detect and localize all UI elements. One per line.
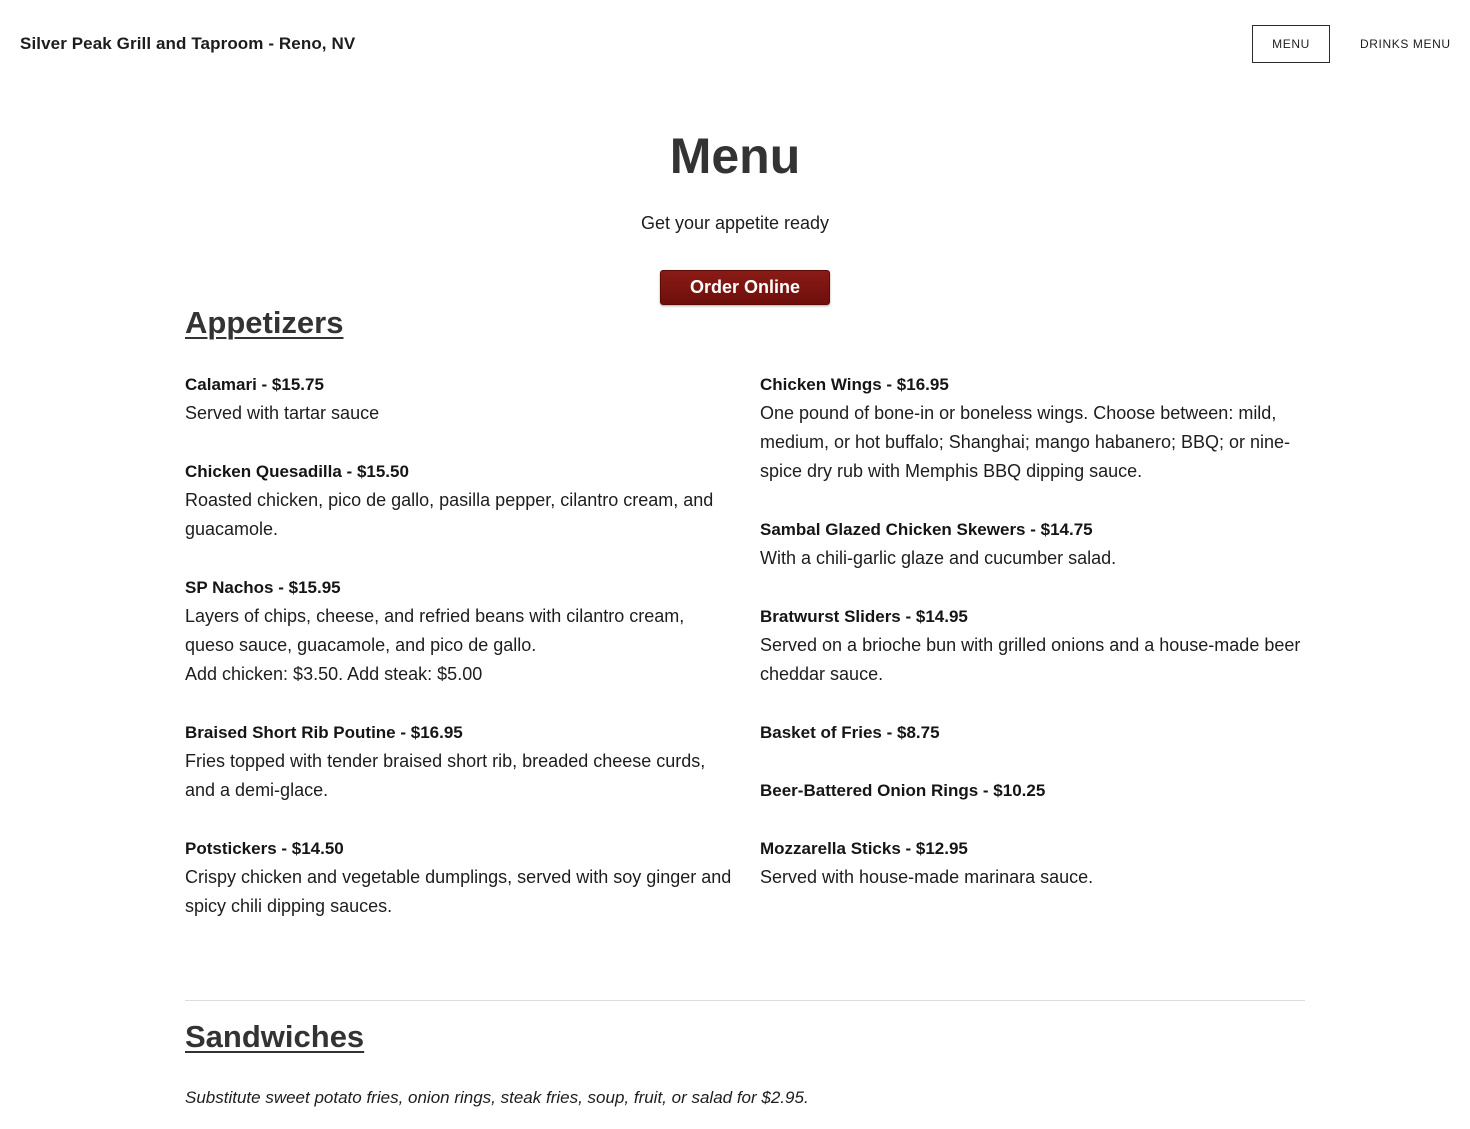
menu-item-description: Add chicken: $3.50. Add steak: $5.00 (185, 664, 483, 684)
menu-item (760, 515, 1310, 573)
menu-item (185, 370, 735, 428)
menu-item-title: Braised Short Rib Poutine - $16.95 (185, 723, 463, 742)
menu-item-title: Potstickers - $14.50 (185, 839, 344, 858)
menu-item-description: Served on a brioche bun with grilled onions and a house-made beer cheddar sauce. (760, 635, 1301, 684)
menu-item-title: Mozzarella Sticks - $12.95 (760, 839, 968, 858)
appetizers-heading: Appetizers (185, 305, 344, 340)
menu-item (760, 370, 1310, 486)
menu-item-description: Fries topped with tender braised short rib, breaded cheese curds, and a demi-glace. (185, 751, 706, 800)
site-title[interactable]: Silver Peak Grill and Taproom - Reno, NV (20, 34, 356, 53)
menu-item (760, 776, 1310, 805)
page-title: Menu (669, 128, 801, 184)
menu-item-description: With a chili-garlic glaze and cucumber salad. (760, 548, 1117, 568)
section-divider (185, 1000, 1305, 1001)
menu-item-title: Chicken Wings - $16.95 (760, 375, 949, 394)
menu-item-title: Calamari - $15.75 (185, 375, 324, 394)
sandwiches-note: Substitute sweet potato fries, onion rings, steak fries, soup, fruit, or salad for $2.95. (185, 1088, 809, 1107)
menu-item-description: Served with tartar sauce (185, 403, 380, 423)
order-online-button[interactable]: Order Online (660, 270, 830, 305)
menu-item-title: Beer-Battered Onion Rings - $10.25 (760, 781, 1046, 800)
appetizers-left-column (185, 370, 735, 950)
menu-item-title: Bratwurst Sliders - $14.95 (760, 607, 968, 626)
menu-item (185, 718, 735, 805)
menu-item (185, 457, 735, 544)
nav-menu-link[interactable]: MENU (1252, 25, 1330, 63)
menu-item (185, 834, 735, 921)
menu-item (185, 573, 735, 689)
sandwiches-heading: Sandwiches (185, 1019, 365, 1054)
menu-item-description: Layers of chips, cheese, and refried beans with cilantro cream, queso sauce, guacamole, and pico de gallo. (185, 606, 685, 655)
page-subtitle: Get your appetite ready (640, 213, 830, 233)
nav-drinks-menu-link[interactable]: DRINKS MENU (1360, 37, 1451, 51)
menu-item (760, 834, 1310, 892)
menu-item-title: Basket of Fries - $8.75 (760, 723, 940, 742)
menu-item-description: Served with house-made marinara sauce. (760, 867, 1094, 887)
menu-item-description: Roasted chicken, pico de gallo, pasilla pepper, cilantro cream, and guacamole. (185, 490, 714, 539)
site-header (0, 0, 1470, 88)
appetizers-right-column (760, 370, 1310, 921)
menu-item-title: Sambal Glazed Chicken Skewers - $14.75 (760, 520, 1093, 539)
menu-item-description: Crispy chicken and vegetable dumplings, served with soy ginger and spicy chili dipping sauces. (185, 867, 732, 916)
menu-item-description: One pound of bone-in or boneless wings. Choose between: mild, medium, or hot buffalo; Shanghai; mango habanero; BBQ; or nine-spice dry rub with Memphis BBQ dipping sauce. (760, 403, 1290, 481)
menu-item-title: SP Nachos - $15.95 (185, 578, 341, 597)
menu-item-title: Chicken Quesadilla - $15.50 (185, 462, 409, 481)
menu-item (760, 602, 1310, 689)
menu-item (760, 718, 1310, 747)
